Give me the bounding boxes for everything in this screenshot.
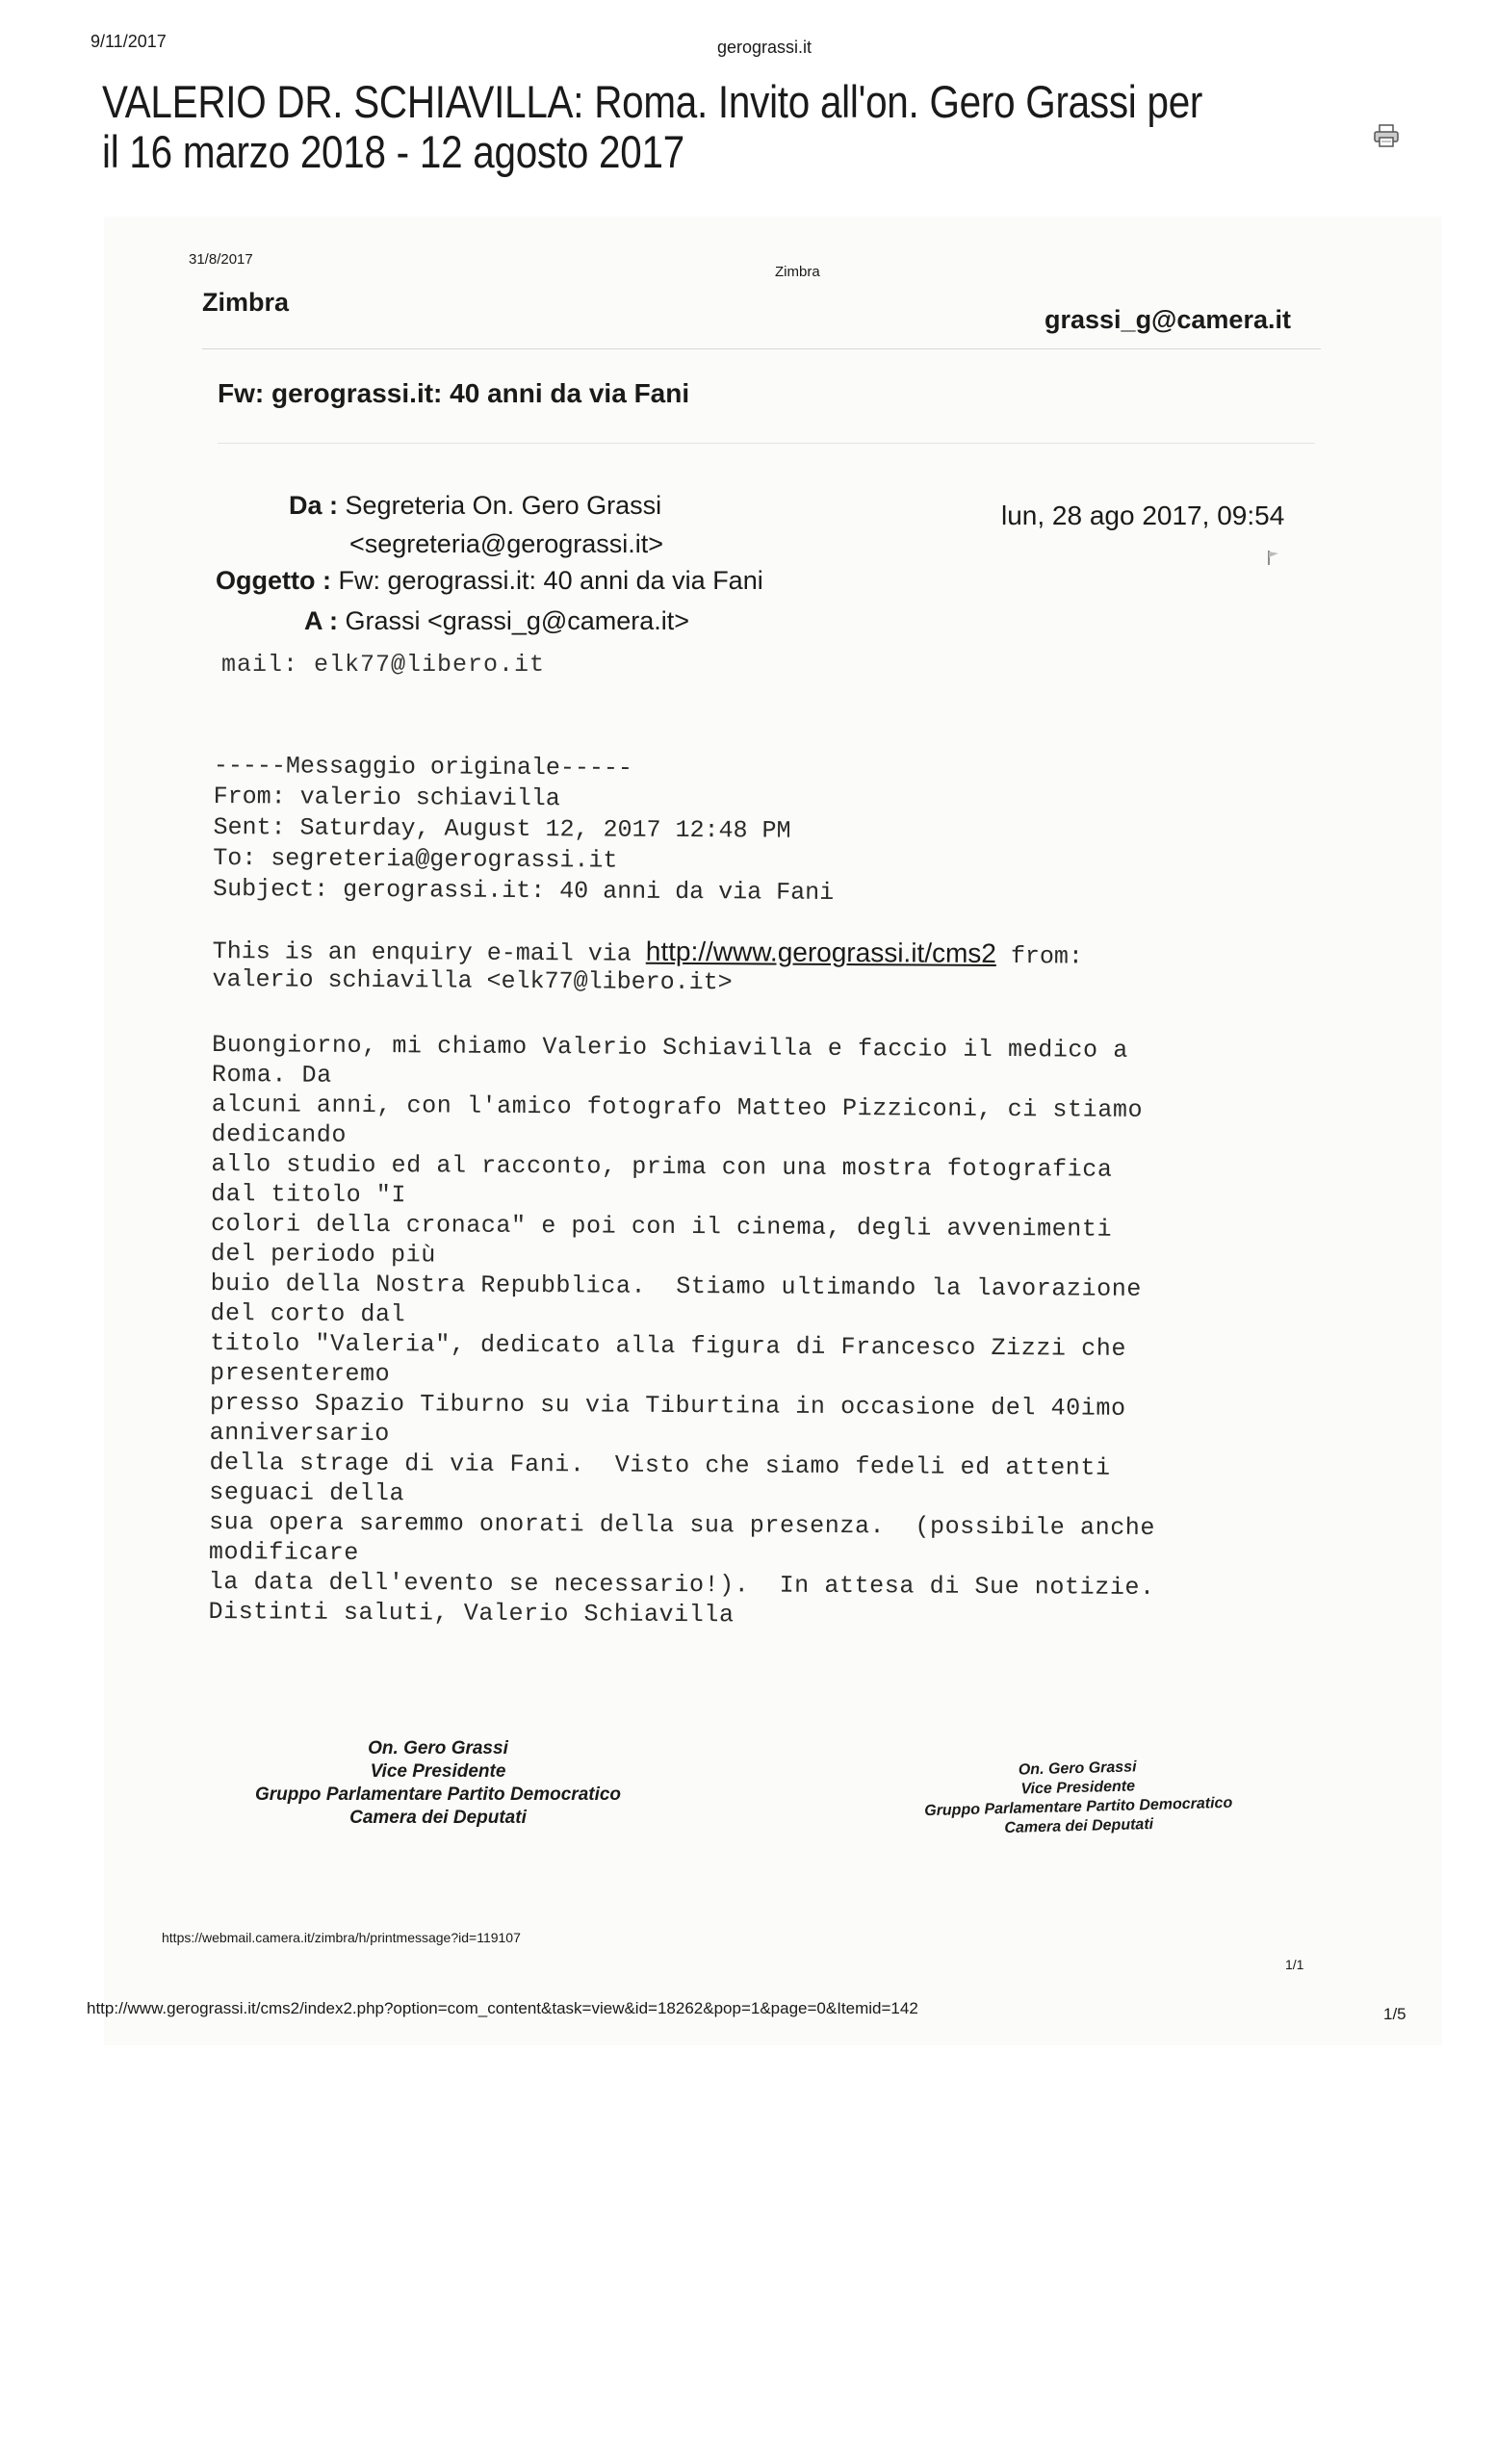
- signature-line: Gruppo Parlamentare Partito Democratico: [924, 1794, 1233, 1820]
- to-row: [304, 606, 689, 636]
- print-site-name: gerograssi.it: [717, 38, 812, 57]
- signature-line: Camera dei Deputati: [1004, 1815, 1154, 1837]
- signature-left: [221, 1737, 655, 1830]
- original-subject: Subject: gerograssi.it: 40 anni da via Fani: [213, 874, 835, 907]
- webmail-print-url: https://webmail.camera.it/zimbra/h/printmessage?id=119107: [162, 1930, 521, 1945]
- to-label: A :: [304, 606, 338, 635]
- original-sent: Sent: Saturday, August 12, 2017 12:48 PM: [213, 812, 791, 845]
- flag-icon: [1266, 549, 1281, 566]
- enquiry-sender: valerio schiavilla <elk77@libero.it>: [212, 964, 733, 997]
- from-row: [289, 491, 661, 521]
- subject-label: Oggetto :: [216, 566, 331, 595]
- from-name: Segreteria On. Gero Grassi: [345, 491, 662, 520]
- header-divider: [202, 348, 1321, 349]
- printer-icon[interactable]: [1373, 123, 1400, 148]
- print-date: 9/11/2017: [90, 32, 167, 51]
- signature-line: Gruppo Parlamentare Partito Democratico: [254, 1784, 622, 1805]
- scan-print-date: 31/8/2017: [189, 251, 253, 268]
- original-message-header: -----Messaggio originale-----: [213, 752, 633, 783]
- mail-line: mail: elk77@libero.it: [221, 651, 546, 679]
- subject-divider: [218, 443, 1315, 444]
- signature-line: Vice Presidente: [1020, 1778, 1136, 1798]
- original-to: To: segreteria@gerograssi.it: [213, 843, 618, 875]
- signature-stamp-right: [885, 1755, 1272, 1841]
- email-body: [208, 751, 1311, 1633]
- footer-url: http://www.gerograssi.it/cms2/index2.php?option=com_content&task=view&id=18262&pop=1&page=0&Itemid=142: [87, 1999, 918, 2017]
- signature-line: Camera dei Deputati: [349, 1808, 527, 1828]
- scan-app-header: Zimbra: [775, 264, 820, 280]
- message-body: Buongiorno, mi chiamo Valerio Schiavilla e faccio il medico a Roma. Da alcuni anni, con l'amico fotografo Matteo Pizziconi, ci stiamo dedicando allo studio ed al racconto, prima con una mostra fotografica dal titolo "I colori della cronaca" e poi con il cinema, degli avvenimenti del periodo più buio della Nostra Repubblica. Stiamo ultimando la lavorazione del corto dal titolo "Valeria", dedicato alla figura di Francesco Zizzi che presenteremo presso Spazio Tiburno su via Tiburtina in occasione del 40imo anniversario della strage di via Fani. Visto che siamo fedeli ed attenti seguaci della sua opera saremmo onorati della sua presenza. (possibile anche modificare la data dell'evento se necessario!). In attesa di Sue notizie. Distinti saluti, Valerio Schiavilla: [208, 1030, 1156, 1630]
- from-label: Da :: [289, 491, 339, 520]
- zimbra-logo: Zimbra: [202, 288, 290, 317]
- message-date: lun, 28 ago 2017, 09:54: [1001, 500, 1285, 530]
- enquiry-link[interactable]: http://www.gerograssi.it/cms2: [645, 936, 997, 968]
- signature-line: On. Gero Grassi: [368, 1738, 508, 1758]
- original-from: From: valerio schiavilla: [213, 782, 560, 813]
- signature-line: Vice Presidente: [370, 1761, 506, 1782]
- to-value: Grassi <grassi_g@camera.it>: [345, 606, 690, 635]
- subject-heading: Fw: gerograssi.it: 40 anni da via Fani: [218, 378, 690, 408]
- account-email: grassi_g@camera.it: [1045, 305, 1291, 334]
- enquiry-suffix: from:: [995, 941, 1084, 971]
- enquiry-prefix: This is an enquiry e-mail via: [212, 937, 646, 968]
- subject-row: [216, 566, 763, 596]
- footer-page-number: 1/5: [1383, 2005, 1406, 2023]
- page-title: VALERIO DR. SCHIAVILLA: Roma. Invito all'on. Gero Grassi per il 16 marzo 2018 - 12 agosto 2017: [102, 76, 1203, 177]
- from-address: <segreteria@gerograssi.it>: [349, 529, 664, 558]
- scan-page-number: 1/1: [1285, 1957, 1304, 1972]
- subject-value: Fw: gerograssi.it: 40 anni da via Fani: [338, 566, 763, 595]
- signature-line: On. Gero Grassi: [1018, 1758, 1137, 1779]
